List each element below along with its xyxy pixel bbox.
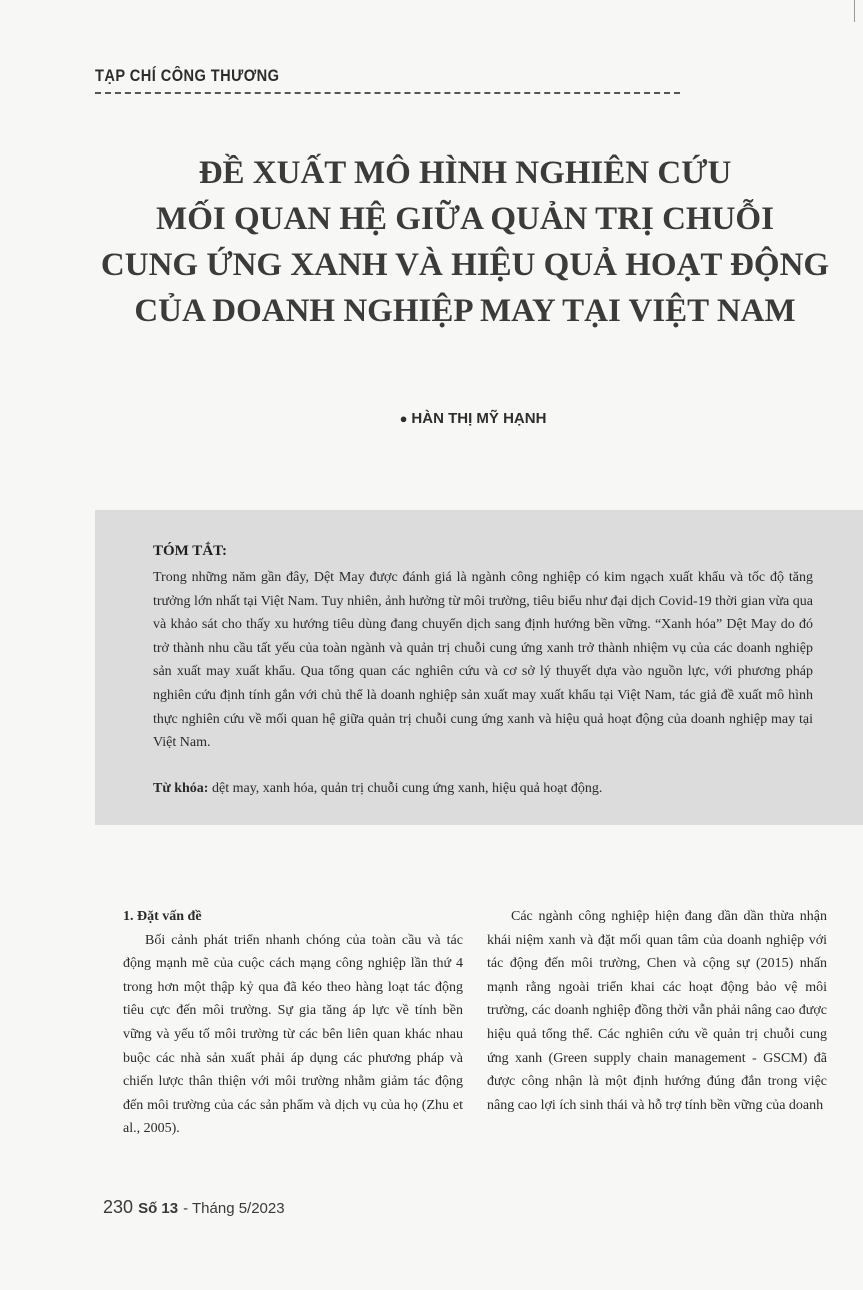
- journal-name: TẠP CHÍ CÔNG THƯƠNG: [95, 66, 280, 85]
- section-heading: 1. Đặt vấn đề: [123, 909, 202, 924]
- issue-number: Số 13: [138, 1200, 179, 1217]
- right-column: [487, 905, 827, 1117]
- bullet-icon: ●: [399, 411, 408, 426]
- author-name: HÀN THỊ MỸ HẠNH: [411, 410, 547, 427]
- keywords-label: Từ khóa:: [153, 781, 209, 796]
- left-column: [123, 905, 463, 1141]
- page-footer: [103, 1197, 285, 1218]
- body-paragraph: Các ngành công nghiệp hiện đang dần dần thừa nhận khái niệm xanh và đặt mối quan tâm của doanh nghiệp với tác động đến môi trường, Chen và cộng sự (2015) nhấn mạnh rằng ngoài triển khai các hoạt động bảo vệ môi trường, các doanh nghiệp đồng thời vẫn phải nâng cao được hiệu quả tổng thể. Các nghiên cứu về quản trị chuỗi cung ứng xanh (Green supply chain management - GSCM) đã được công nhận là một định hướng đúng đắn trong việc nâng cao lợi ích sinh thái và hỗ trợ tính bền vững của doanh: [487, 909, 827, 1113]
- journal-header-rule: [95, 92, 680, 94]
- article-title: [60, 150, 863, 334]
- abstract-heading: TÓM TẮT:: [153, 543, 228, 559]
- title-line: CUNG ỨNG XANH VÀ HIỆU QUẢ HOẠT ĐỘNG: [100, 247, 830, 283]
- keywords-text: dệt may, xanh hóa, quản trị chuỗi cung ứng xanh, hiệu quả hoạt động.: [211, 781, 603, 796]
- title-line: CỦA DOANH NGHIỆP MAY TẠI VIỆT NAM: [134, 293, 796, 329]
- body-paragraph: Bối cảnh phát triển nhanh chóng của toàn cầu và tác động mạnh mẽ của cuộc cách mạng công nghiệp lần thứ 4 trong hơn một thập kỷ qua đã kéo theo hàng loạt tác động tiêu cực đến môi trường. Sự gia tăng áp lực về tính bền vững và yếu tố môi trường từ các bên liên quan khác nhau buộc các nhà sản xuất phải áp dụng các phương pháp và chiến lược thân thiện với môi trường nhằm giảm tác động đến môi trường của các sản phẩm và dịch vụ của họ (Zhu et al., 2005).: [123, 932, 463, 1137]
- title-line: ĐỀ XUẤT MÔ HÌNH NGHIÊN CỨU: [198, 155, 732, 191]
- keywords: [153, 778, 813, 800]
- issue-month: - Tháng 5/2023: [183, 1200, 285, 1217]
- title-line: MỐI QUAN HỆ GIỮA QUẢN TRỊ CHUỖI: [156, 201, 774, 237]
- abstract-body: Trong những năm gần đây, Dệt May được đánh giá là ngành công nghiệp có kim ngạch xuất khẩu và tốc độ tăng trưởng lớn nhất tại Việt Nam. Tuy nhiên, ảnh hưởng từ môi trường, tiêu biểu như đại dịch Covid-19 thời gian vừa qua và khảo sát cho thấy xu hướng tiêu dùng đang chuyển dịch sang định hướng bền vững. “Xanh hóa” Dệt May do đó trở thành nhu cầu tất yếu của toàn ngành và quản trị chuỗi cung ứng xanh trở thành nhiệm vụ của các doanh nghiệp sản xuất may xuất khẩu. Qua tổng quan các nghiên cứu và cơ sở lý thuyết dựa vào nguồn lực, với phương pháp nghiên cứu định tính gắn với chủ thể là doanh nghiệp sản xuất may xuất khẩu tại Việt Nam, tác giả đề xuất mô hình thực nghiên cứu về mối quan hệ giữa quản trị chuỗi cung ứng xanh và hiệu quả hoạt động của doanh nghiệp may tại Việt Nam.: [153, 570, 813, 751]
- author-line: [0, 410, 863, 427]
- crop-mark: [854, 0, 863, 22]
- page-number: 230: [103, 1197, 134, 1217]
